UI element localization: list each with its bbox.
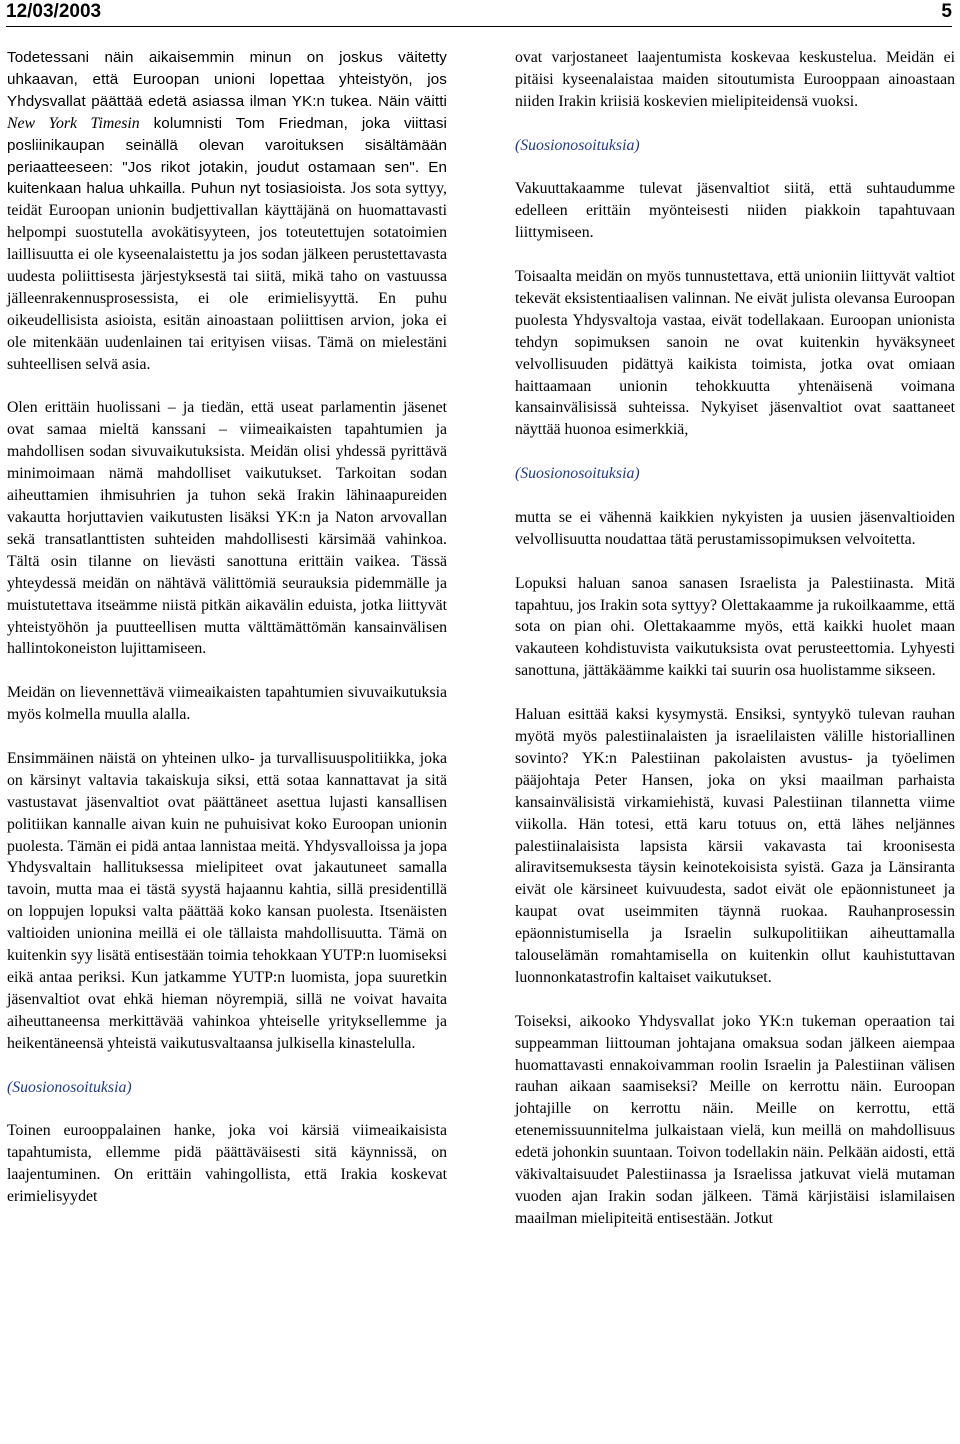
applause-note: (Suosionosoituksia): [7, 1078, 132, 1096]
applause-note: (Suosionosoituksia): [515, 136, 640, 154]
paragraph: Ensimmäinen näistä on yhteinen ulko- ja turvallisuuspolitiikka, joka on kärsinyt valtavia takaiskuja siksi, että sotaa kannattavat ja sitä vastustavat jäsenvaltiot ovat päättäneet asettua lujasti kansallisen politiikan kannalle aivan kuin ne puhuisivat koko Euroopan unionin puolesta. Tämän ei pidä antaa lannistaa meitä. Yhdysvalloissa ja jopa Yhdysvaltain hallituksessa mielipiteet ovat jakautuneet samalla tavoin, mutta maa ei tästä syystä hajaannu kahtia, sillä presidentillä on loppujen lopuksi valta päättää koko kansan puolesta. Itsenäisten valtioiden unionina meillä ei ole tällaista mahdollisuutta. Tämä on kuitenkin syy lisätä entisestään toimia tehokkaan YUTP:n luomiseksi eikä antaa periksi. Kun jatkamme YUTP:n luomista, jopa suuretkin jäsenvaltiot ovat ehkä hieman nöyrempiä, sillä ne voivat havaita aiheuttaneensa merkittävää vahinkoa yhteiselle yrityksellemme ja heikentäneensä yhteistä vaikutusvaltaansa julkisella kinastelulla.: [7, 749, 447, 1052]
paragraph: Lopuksi haluan sanoa sanasen Israelista ja Palestiinasta. Mitä tapahtuu, jos Irakin sota syttyy? Olettakaamme ja rukoilkaamme, että sota on pian ohi. Olettakaamme myös, että kaikki huolet maan vakauteen kohdistuvista vaikutuksista ovat perusteettomia. Lyhyesti sanottuna, jättäkäämme kaikki tai suurin osa huolistamme sikseen.: [515, 574, 955, 680]
header-date: 12/03/2003: [6, 1, 102, 22]
applause-note: (Suosionosoituksia): [515, 465, 640, 483]
paragraph-text: Jos sota syttyy, teidät Euroopan unionin budjettivallan käyttäjänä on huomattavasti helpompi suostutella avokätisyyteen, jos toteutettujen sotatoimien laillisuutta ei ole kyseenalaistettu ja jos sodan jälkeen perustettavasta uudesta poliittisesta järjestyksestä tai siitä, mikä taho on vastuussa jälleenrakennusprosessista, ei ole erimielisyyttä. En puhu oikeudellisista asioista, esitän ainoastaan poliittisen arvion, joka ei ole mitenkään uudenlainen tai erityisen viisas. Tämä on mielestäni suhteellisen selvä asia.: [7, 180, 447, 373]
newspaper-name: New York Timesin: [7, 114, 140, 132]
paragraph: Meidän on lievennettävä viimeaikaisten tapahtumien sivuvaikutuksia myös kolmella muulla alalla.: [7, 684, 447, 724]
paragraph: Toinen eurooppalainen hanke, joka voi kärsiä viimeaikaisista tapahtumista, ellemme pidä päättäväisesti sitä käynnissä, on laajentuminen. On erittäin vahingollista, että Irakia koskevat erimielisyydet: [7, 1122, 447, 1206]
paragraph: ovat varjostaneet laajentumista koskevaa keskustelua. Meidän ei pitäisi kyseenalaistaa maiden sitoutumista Eurooppaan ainoastaan niiden Irakin kriisiä koskevien mielipiteidensä vuoksi.: [515, 49, 955, 110]
page-number: 5: [941, 1, 952, 22]
paragraph-text-sans: kolumnisti Tom Friedman, joka viittasi posliinikaupan seinällä olevan varoituksen sisältämään periaatteeseen: "Jos rikot jotakin, joudut ostamaan sen". En kuitenkaan halua uhkailla. Puhun nyt tosiasioista.: [7, 114, 447, 198]
paragraph: Haluan esittää kaksi kysymystä. Ensiksi, syntyykö tulevan rauhan myötä myös palestiinalaisten ja israelilaisten välille historiallinen sovinto? YK:n Palestiinan pakolaisten avustus- ja työelimen pääjohtaja Peter Hansen, joka on yksi maailman parhaista kansainvälisistä virkamiehistä, kuvasi Palestiinan tilannetta viime viikolla. Hän totesi, että karu totuus on, että lähes neljännes palestiinalaisista lapsista kärsii vakavasta tai kroonisesta aliravitsemuksesta täysin keinotekoisista syistä. Gaza ja Länsiranta eivät ole kärsineet kuivuudesta, sadot eivät ole epäonnistuneet ja kaupat ovat useimmiten täynnä ruokaa. Rauhanprosessin epäonnistumisella ja Israelin sulkupolitiikan aiheuttamalla talouselämän romahtamisella on kuitenkin ollut kauhistuttavan luonnonkatastrofin kaltaiset vaikutukset.: [515, 706, 955, 986]
right-column: [515, 47, 955, 1230]
paragraph: Vakuuttakaamme tulevat jäsenvaltiot siitä, että suhtaudumme edelleen erittäin myönteisesti niiden piakkoin tapahtuvaan liittymiseen.: [515, 180, 955, 242]
paragraph: mutta se ei vähennä kaikkien nykyisten ja uusien jäsenvaltioiden velvollisuutta noudattaa tätä perustamissopimuksen velvoitetta.: [515, 508, 955, 548]
paragraph: Toiseksi, aikooko Yhdysvallat joko YK:n tukeman operaation tai suppeamman liittouman johtajana omaksua sodan jälkeen aiempaa huomattavasti ennakoivamman roolin Israelin ja Palestiinan välisen rauhan aikaan saamiseksi? Meille on kerrottu näin. Euroopan johtajille on kerrottu näin. Meille on kerrottu, että etenemissuunnitelma julkaistaan vielä, kun meillä on mahdollisuus edetä johonkin suuntaan. Toivon todellakin näin. Pelkään aidosti, että väkivaltaisuudet Palestiinassa ja Israelissa jatkuvat vielä mutaman vuoden ajan Irakin sodan jälkeen. Tämä kärjistäisi islamilaisen maailman mielipiteitä entisestään. Jotkut: [515, 1012, 955, 1227]
paragraph: [7, 47, 447, 376]
paragraph-text-sans: Todetessani näin aikaisemmin minun on joskus väitetty uhkaavan, että Euroopan unioni lopettaa yhteistyön, jos Yhdysvallat päättää edetä asiassa ilman YK:n tukea. Näin väitti: [7, 49, 447, 110]
paragraph: Toisaalta meidän on myös tunnustettava, että unioniin liittyvät valtiot tekevät eksistentiaalisen valinnan. Ne eivät julista olevansa Euroopan puolesta Yhdysvaltoja vastaa, eivät todellakaan. Euroopan unionista tehdyn sopimuksen sanoin ne ovat kuitenkin hyväksyneet velvollisuuden pidättyä kaikista toimista, jotka ovat omiaan haittaamaan unionin tehokkuutta yhtenäisenä voimana kansainvälisissä suhteissa. Nykyiset jäsenvaltiot ovat saattaneet näyttää huonoa esimerkkiä,: [515, 268, 955, 439]
paragraph: Olen erittäin huolissani – ja tiedän, että useat parlamentin jäsenet ovat samaa mieltä kanssani – viimeaikaisten tapahtumien ja mahdollisen sodan sivuvaikutuksista. Meidän olisi yhdessä pyrittävä minimoimaan nämä mahdolliset vaikutukset. Tarkoitan sodan aiheuttamien ihmisuhrien ja tuhon sekä Irakin lähinaapureiden vakautta horjuttavien vaikutusten lisäksi YK:n ja Naton arvovallan sekä transatlanttisten suhteiden mahdollisesti kärsimää vahinkoa. Tältä osin tilanne on lievästi sanottuna erittäin vaikea. Tässä yhteydessä meidän on nähtävä välittömiä seurauksia pidemmälle ja muistutettava itseämme niistä pitkän aikavälin eduista, jotka liittyvät yhteistyöhön ja puutteellisen mutta välttämättömän kansainvälisen hallintokoneiston lujittamiseen.: [7, 399, 447, 658]
left-column: [7, 47, 447, 1208]
page-header: [6, 0, 952, 27]
